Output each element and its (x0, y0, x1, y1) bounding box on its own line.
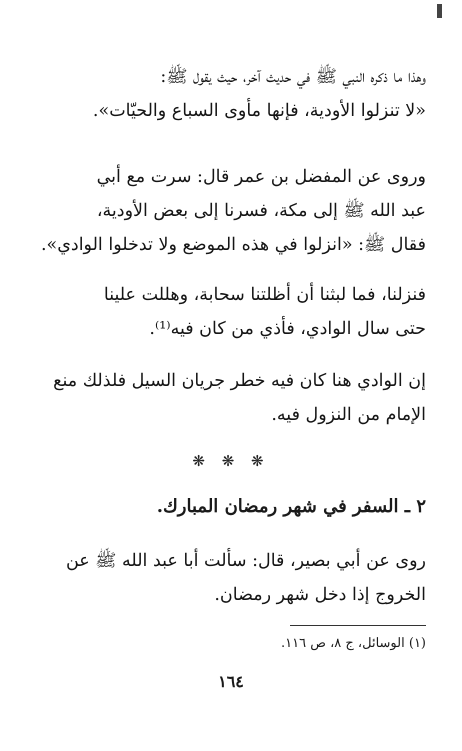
text-line: إن الوادي هنا كان فيه خطر جريان السيل فلذلك منع (53, 371, 426, 391)
text-line: روى عن أبي بصير، قال: سألت أبا عبد الله ﷺ عن (65, 551, 426, 571)
text-line: الإمام من النزول فيه. (271, 405, 426, 425)
text-line: «لا تنزلوا الأودية، فإنها مأوى السباع والحيّات». (92, 101, 426, 121)
paragraph-3 (38, 278, 426, 346)
text-line: عبد الله ﷺ إلى مكة، فسرنا إلى بعض الأودية، (96, 201, 426, 221)
paragraph-1 (38, 60, 426, 128)
paragraph-5 (38, 544, 426, 612)
footnote: (١) الوسائل، ج ٨، ص ١١٦. (281, 636, 426, 651)
paragraph-4 (38, 364, 426, 432)
text-line: حتى سال الوادي، فأذي من كان فيه⁽¹⁾. (149, 319, 426, 339)
section-heading: ٢ ـ السفر في شهر رمضان المبارك. (156, 496, 426, 517)
text-line: الخروج إذا دخل شهر رمضان. (214, 585, 426, 605)
footnote-divider (290, 625, 426, 626)
text-line: فقال ﷺ: «انزلوا في هذه الموضع ولا تدخلوا الوادي». (40, 235, 426, 255)
page-number: ١٦٤ (218, 672, 244, 691)
text-line: وروى عن المفضل بن عمر قال: سرت مع أبي (96, 167, 426, 187)
section-separator: ❋ ❋ ❋ (192, 452, 270, 470)
text-line: فنزلنا، فما لبثنا أن أظلتنا سحابة، وهللت علينا (103, 285, 426, 305)
page-corner-mark (437, 4, 442, 18)
paragraph-2 (38, 160, 426, 262)
text-line: وهذا ما ذكره النبي ﷺ في حديث آخر، حيث يقول ﷺ: (160, 67, 426, 87)
